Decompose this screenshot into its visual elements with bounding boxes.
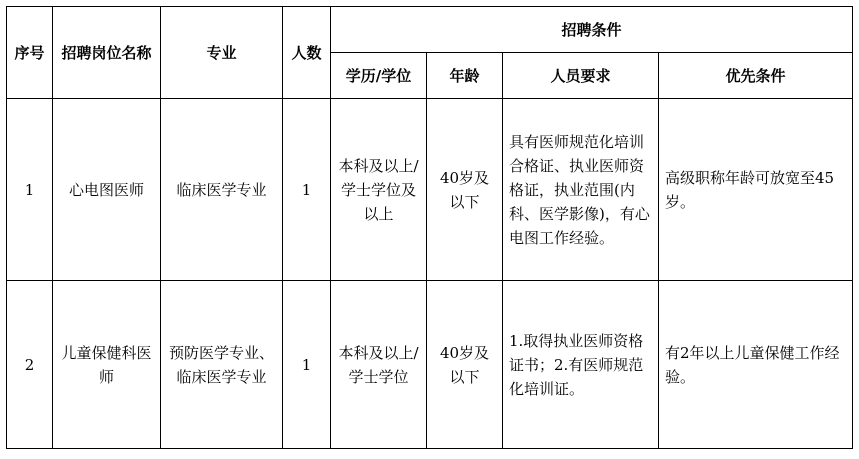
header-age: 年龄 xyxy=(427,53,503,99)
cell-major: 临床医学专业 xyxy=(161,99,283,281)
cell-age: 40岁及以下 xyxy=(427,99,503,281)
cell-requirements: 1.取得执业医师资格证书；2.有医师规范化培训证。 xyxy=(503,281,659,449)
cell-seq: 2 xyxy=(7,281,53,449)
cell-count: 1 xyxy=(283,99,331,281)
header-conditions: 招聘条件 xyxy=(331,7,853,53)
cell-position: 儿童保健科医师 xyxy=(53,281,161,449)
table-row xyxy=(7,99,853,281)
cell-priority: 有2年以上儿童保健工作经验。 xyxy=(659,281,853,449)
header-priority: 优先条件 xyxy=(659,53,853,99)
header-requirements: 人员要求 xyxy=(503,53,659,99)
header-education: 学历/学位 xyxy=(331,53,427,99)
cell-education: 本科及以上/学士学位 xyxy=(331,281,427,449)
cell-seq: 1 xyxy=(7,99,53,281)
cell-requirements: 具有医师规范化培训合格证、执业医师资格证，执业范围(内科、医学影像)，有心电图工作经验。 xyxy=(503,99,659,281)
header-seq: 序号 xyxy=(7,7,53,99)
cell-count: 1 xyxy=(283,281,331,449)
cell-education: 本科及以上/学士学位及以上 xyxy=(331,99,427,281)
cell-priority: 高级职称年龄可放宽至45岁。 xyxy=(659,99,853,281)
cell-age: 40岁及以下 xyxy=(427,281,503,449)
cell-position: 心电图医师 xyxy=(53,99,161,281)
header-position: 招聘岗位名称 xyxy=(53,7,161,99)
header-count: 人数 xyxy=(283,7,331,99)
cell-major: 预防医学专业、临床医学专业 xyxy=(161,281,283,449)
recruitment-table xyxy=(6,6,853,449)
header-major: 专业 xyxy=(161,7,283,99)
table-row xyxy=(7,281,853,449)
